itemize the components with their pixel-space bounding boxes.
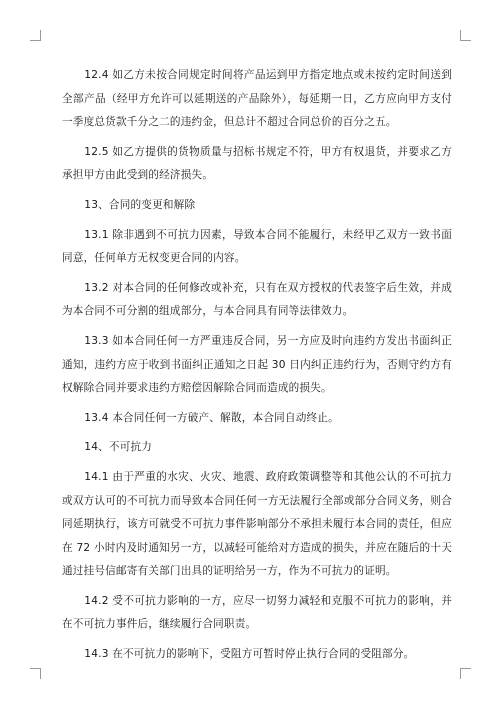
crop-mark-top-right: [460, 30, 471, 41]
clause-13-2: 13.2 对本合同的任何修改或补充，只有在双方授权的代表签字后生效，并成为本合同不可分割的组成部分，与本合同具有同等法律效力。: [62, 281, 452, 318]
clause-13-1: 13.1 除非遇到不可抗力因素，导致本合同不能履行，未经甲乙双方一致书面同意，任何单方无权变更合同的内容。: [62, 228, 452, 265]
section-heading-13: 13、合同的变更和解除: [84, 198, 196, 211]
crop-mark-bottom-right: [460, 668, 471, 679]
clause-12-4: 12.4 如乙方未按合同规定时间将产品运到甲方指定地点或未按约定时间送到全部产品（经甲方允许可以延期送的产品除外），每延期一日，乙方应向甲方支付一季度总货款千分之二的违约金，但总计不超过合同总价的百分之五。: [62, 69, 452, 129]
clause-13-4: 13.4 本合同任何一方破产、解散，本合同自动终止。: [84, 411, 339, 424]
crop-mark-bottom-left: [30, 668, 41, 679]
clause-14-2: 14.2 受不可抗力影响的一方，应尽一切努力减轻和克服不可抗力的影响，并在不可抗力事件后，继续履行合同职责。: [62, 594, 452, 631]
clause-14-1: 14.1 由于严重的水灾、火灾、地震、政府政策调整等和其他公认的不可抗力或双方认可的不可抗力而导致本合同任何一方无法履行全部或部分合同义务，则合同延期执行，该方可就受不可抗力事件影响部分不承担未履行本合同的责任，但应在 72 小时内及时通知另一方，以减轻可能给对方造成的损失，并应在随后的十天通过挂号信邮寄有关部门出具的证明给另一方，作为不可抗力的证明。: [62, 470, 452, 578]
section-heading-14: 14、不可抗力: [84, 441, 153, 454]
clause-14-3: 14.3 在不可抗力的影响下，受阻方可暂时停止执行合同的受阻部分。: [84, 648, 415, 661]
clause-12-5: 12.5 如乙方提供的货物质量与招标书规定不符，甲方有权退货，并要求乙方承担甲方由此受到的经济损失。: [62, 145, 452, 182]
document-body: [62, 64, 452, 673]
crop-mark-top-left: [30, 30, 41, 41]
clause-13-3: 13.3 如本合同任何一方严重违反合同，另一方应及时向违约方发出书面纠正通知，违约方应于收到书面纠正通知之日起 30 日内纠正违约行为，否则守约方有权解除合同并要求违约方赔偿因解除合同而造成的损失。: [62, 334, 452, 395]
